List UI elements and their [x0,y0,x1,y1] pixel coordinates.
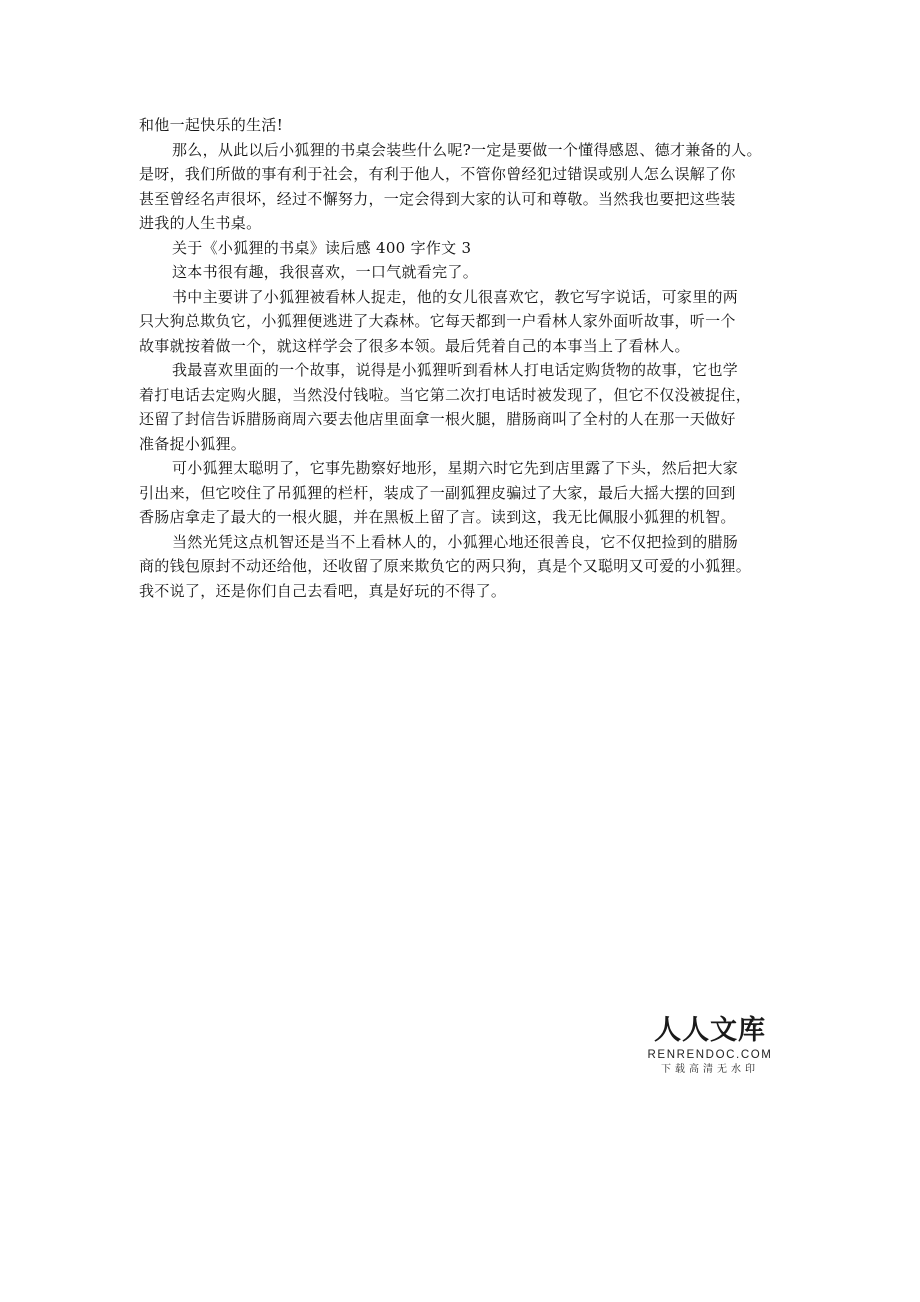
section-heading: 关于《小狐狸的书桌》读后感 400 字作文 3 [172,238,472,257]
watermark-title: 人人文库 [654,1015,766,1046]
text-line: 是呀，我们所做的事有利于社会，有利于他人，不管你曾经犯过错误或别人怎么误解了你 [139,165,736,183]
text-line: 我不说了，还是你们自己去看吧，真是好玩的不得了。 [139,581,507,600]
watermark-url: RENRENDOC.COM [647,1049,773,1061]
watermark-subtitle: 下载高清无水印 [661,1064,759,1075]
text-line: 只大狗总欺负它，小狐狸便逃进了大森林。它每天都到一户看林人家外面听故事，听一个 [139,312,736,330]
watermark-logo [640,1015,780,1077]
text-line: 我最喜欢里面的一个故事，说得是小狐狸听到看林人打电话定购货物的故事，它也学 [172,361,739,379]
text-line: 准备捉小狐狸。 [139,434,247,453]
text-line: 可小狐狸太聪明了，它事先勘察好地形，星期六时它先到店里露了下头，然后把大家 [172,459,739,477]
text-line: 商的钱包原封不动还给他，还收留了原来欺负它的两只狗，真是个又聪明又可爱的小狐狸。 [139,557,752,575]
text-line: 那么，从此以后小狐狸的书桌会装些什么呢?一定是要做一个懂得感恩、德才兼备的人。 [172,140,762,159]
text-line: 书中主要讲了小狐狸被看林人捉走，他的女儿很喜欢它，教它写字说话，可家里的两 [172,287,739,306]
text-line: 引出来，但它咬住了吊狐狸的栏杆，装成了一副狐狸皮骗过了大家，最后大摇大摆的回到 [139,483,736,502]
text-line: 当然光凭这点机智还是当不上看林人的，小狐狸心地还很善良，它不仅把捡到的腊肠 [172,532,739,551]
text-line: 香肠店拿走了最大的一根火腿，并在黑板上留了言。读到这，我无比佩服小狐狸的机智。 [139,508,736,526]
text-line: 进我的人生书桌。 [139,214,262,232]
text-line: 这本书很有趣，我很喜欢，一口气就看完了。 [172,263,479,281]
text-line: 故事就按着做一个，就这样学会了很多本领。最后凭着自己的本事当上了看林人。 [139,336,690,355]
text-line: 着打电话去定购火腿，当然没付钱啦。当它第二次打电话时被发现了，但它不仅没被捉住， [139,385,752,404]
document-body [139,113,799,603]
text-line: 还留了封信告诉腊肠商周六要去他店里面拿一根火腿，腊肠商叫了全村的人在那一天做好 [139,410,736,428]
text-line: 和他一起快乐的生活! [139,116,284,134]
text-line: 甚至曾经名声很坏，经过不懈努力，一定会得到大家的认可和尊敬。当然我也要把这些装 [139,189,736,208]
